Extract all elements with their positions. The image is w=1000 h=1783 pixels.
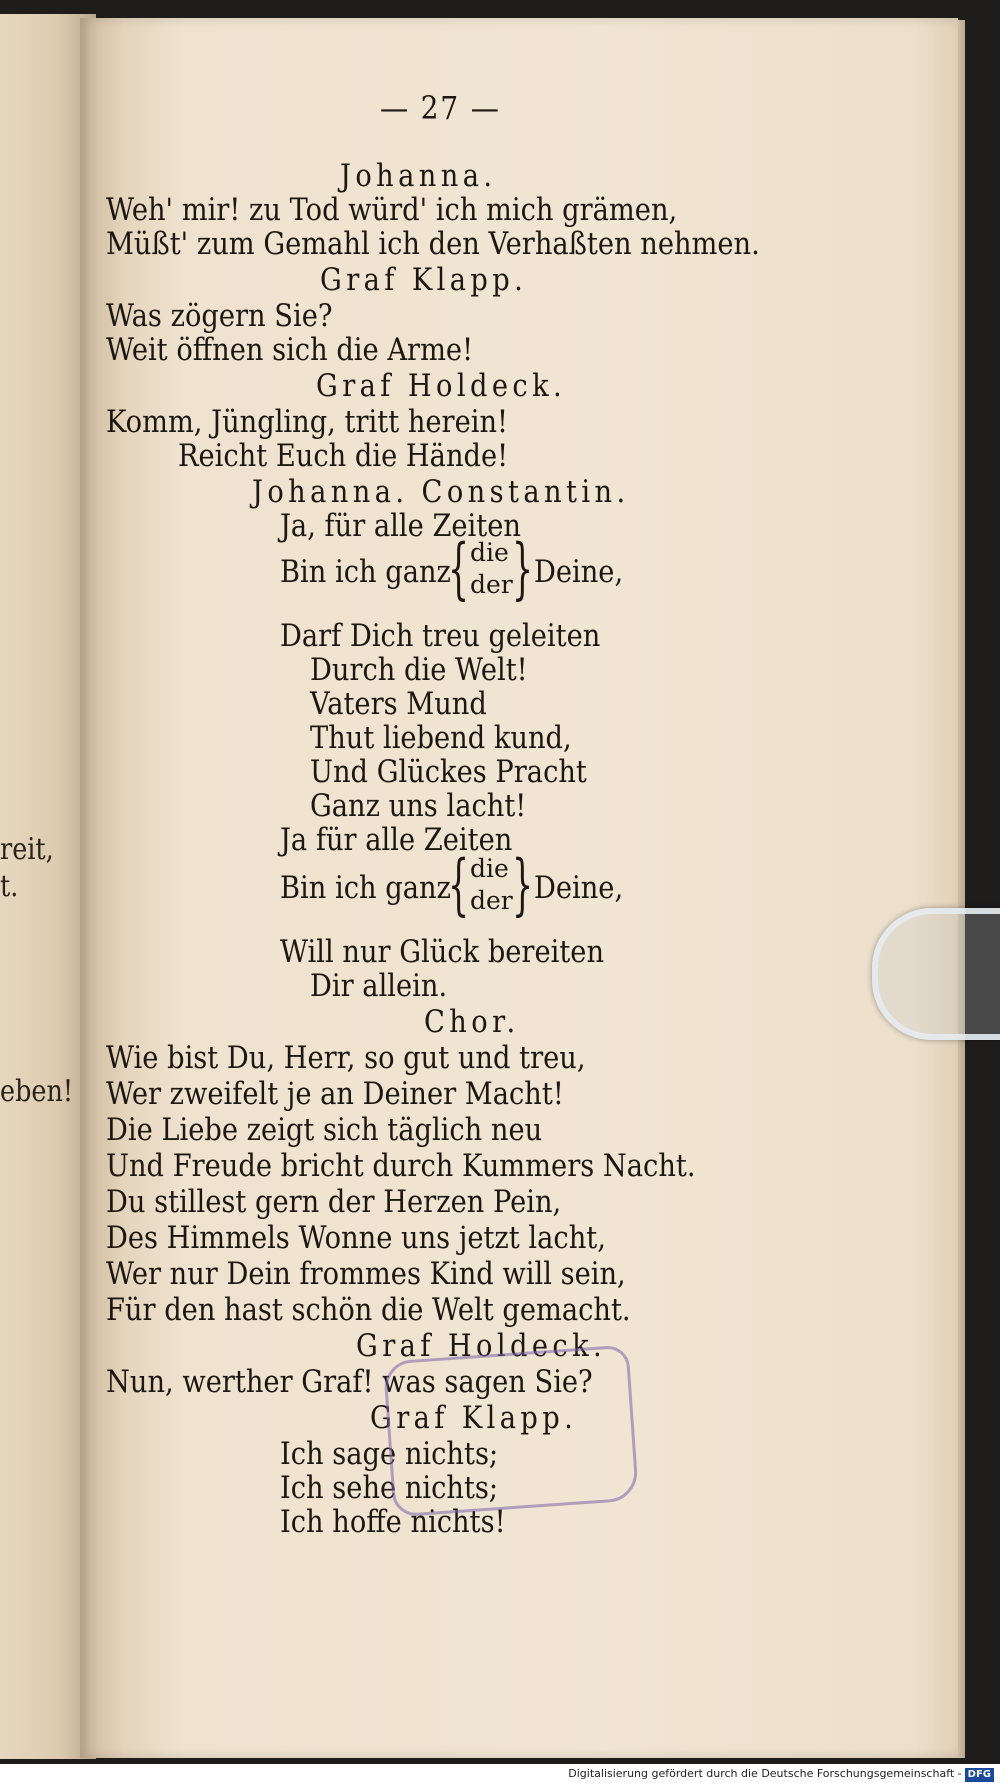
brace-line-pre: Bin ich ganz [280, 554, 451, 590]
page-number: — 27 — [380, 89, 501, 127]
verse-line: Darf Dich treu geleiten [280, 618, 601, 654]
verse-line: Durch die Welt! [310, 652, 528, 688]
brace-line [280, 846, 660, 923]
verse-line: Ja für alle Zeiten [280, 822, 513, 858]
brace-left: { [448, 846, 469, 923]
verse-line: Ja, für alle Zeiten [280, 508, 521, 544]
verse-line: Des Himmels Wonne uns jetzt lacht, [106, 1220, 606, 1256]
library-stamp [383, 1345, 639, 1518]
speaker-label: Graf Klapp. [320, 262, 528, 298]
verse-line: Du stillest gern der Herzen Pein, [106, 1184, 562, 1220]
verse-line: Will nur Glück bereiten [280, 934, 605, 970]
brace-option-bottom: der [470, 570, 513, 599]
verse-line: Nun, werther Graf! was sagen Sie? [106, 1364, 593, 1400]
verse-line: Komm, Jüngling, tritt herein! [106, 404, 508, 440]
digitization-footer [0, 1764, 1000, 1783]
brace-right: } [512, 530, 533, 607]
brace-line-pre: Bin ich ganz [280, 870, 451, 906]
speaker-label: Graf Holdeck. [356, 1328, 607, 1364]
speaker-label: Chor. [424, 1004, 520, 1040]
verse-line: Dir allein. [310, 968, 448, 1004]
brace-line [280, 530, 660, 607]
verse-line: Thut liebend kund, [310, 720, 572, 756]
verse-line: Wer zweifelt je an Deiner Macht! [106, 1076, 564, 1112]
verse-line: Reicht Euch die Hände! [178, 438, 509, 474]
left-page-fragment: eben! [0, 1074, 74, 1109]
brace-option-top: die [470, 538, 509, 567]
verse-line: Was zögern Sie? [106, 298, 333, 334]
brace-line-post: Deine, [534, 870, 624, 906]
dfg-logo: DFG [965, 1768, 994, 1782]
speaker-label: Graf Klapp. [370, 1400, 578, 1436]
verse-line: Und Glückes Pracht [310, 754, 587, 790]
verse-line: Weh' mir! zu Tod würd' ich mich grämen, [106, 192, 678, 228]
speaker-label: Graf Holdeck. [316, 368, 567, 404]
paper-clip [872, 908, 1000, 1040]
verse-line: Ich hoffe nichts! [280, 1504, 506, 1540]
brace-option-top: die [470, 854, 509, 883]
brace-right: } [512, 846, 533, 923]
verse-line: Die Liebe zeigt sich täglich neu [106, 1112, 543, 1148]
verse-line: Wer nur Dein frommes Kind will sein, [106, 1256, 626, 1292]
brace-option-bottom: der [470, 886, 513, 915]
verse-line: Ganz uns lacht! [310, 788, 527, 824]
verse-line: Vaters Mund [310, 686, 487, 722]
brace-left: { [448, 530, 469, 607]
book-page [80, 18, 958, 1758]
verse-line: Weit öffnen sich die Arme! [106, 332, 474, 368]
footer-text: Digitalisierung gefördert durch die Deutsche Forschungsgemeinschaft - [568, 1767, 962, 1780]
left-page-fragment: reit, [0, 832, 54, 867]
left-page-fragment: t. [0, 869, 19, 904]
verse-line: Ich sage nichts; [280, 1436, 499, 1472]
verse-line: Für den hast schön die Welt gemacht. [106, 1292, 631, 1328]
speaker-label: Johanna. [340, 158, 497, 194]
verse-line: Wie bist Du, Herr, so gut und treu, [106, 1040, 586, 1076]
brace-line-post: Deine, [534, 554, 624, 590]
verse-line: Müßt' zum Gemahl ich den Verhaßten nehmen. [106, 226, 760, 262]
verse-line: Ich sehe nichts; [280, 1470, 499, 1506]
speaker-label: Johanna. Constantin. [252, 474, 630, 510]
verse-line: Und Freude bricht durch Kummers Nacht. [106, 1148, 696, 1184]
